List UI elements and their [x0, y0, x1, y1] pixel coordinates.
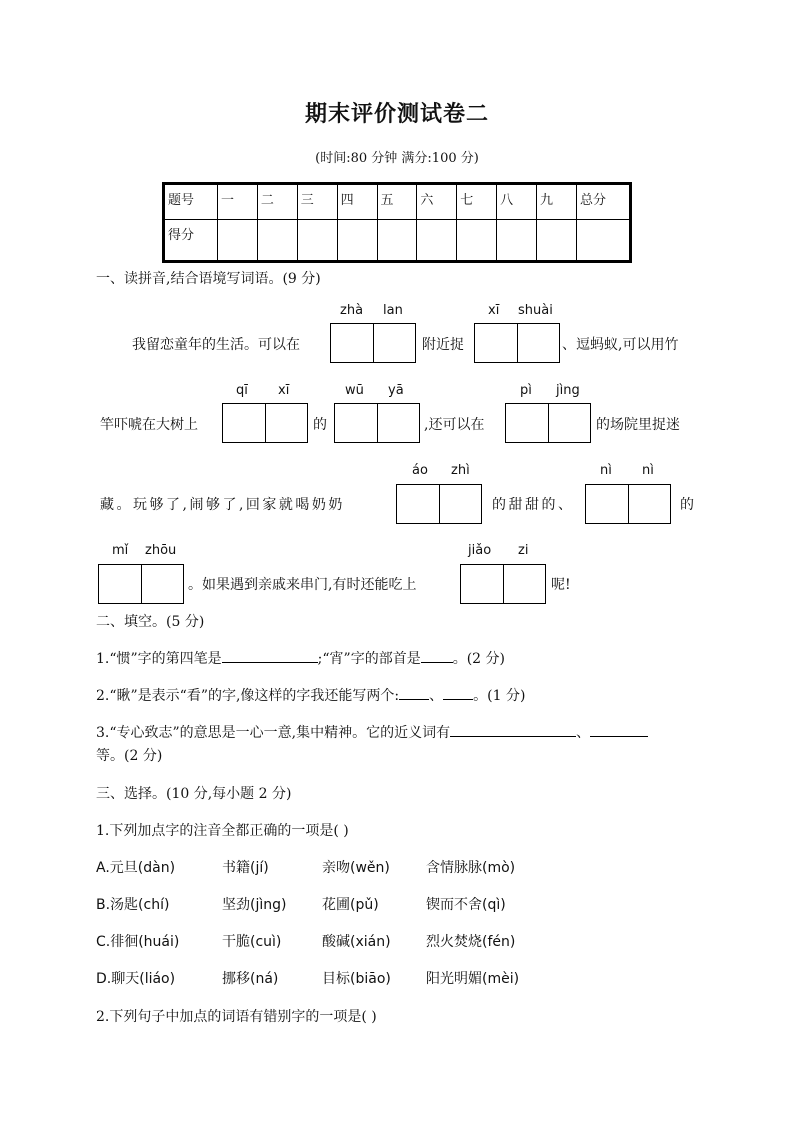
score-cell[interactable]: [417, 220, 457, 262]
header-cell: 二: [257, 184, 297, 220]
answer-blank[interactable]: [590, 722, 648, 737]
score-cell[interactable]: [377, 220, 417, 262]
answer-blank[interactable]: [399, 685, 429, 700]
passage-text: 。如果遇到亲戚来串门,有时还能吃上: [188, 577, 417, 593]
option-term: 锲而不舍(qì): [426, 897, 506, 913]
passage-text: 、逗蚂蚁,可以用竹: [562, 337, 679, 353]
answer-box[interactable]: [98, 564, 184, 604]
header-cell: 九: [537, 184, 577, 220]
question-1: [96, 648, 505, 668]
pinyin: zhì: [451, 463, 470, 478]
option-term: 坚劲(jìng): [222, 897, 287, 913]
answer-box[interactable]: [396, 484, 482, 524]
passage-text: ,还可以在: [424, 417, 485, 433]
header-cell: 八: [497, 184, 537, 220]
option-term: 含情脉脉(mò): [426, 860, 516, 876]
option-c[interactable]: C.徘徊(huái): [96, 934, 180, 950]
question-text: 2.“瞅”是表示“看”的字,像这样的字我还能写两个:: [96, 688, 400, 704]
passage-text: 藏。玩够了,闹够了,回家就喝奶奶: [100, 497, 345, 513]
passage-text: 的场院里捉迷: [596, 417, 680, 433]
exam-info: (时间:80 分钟 满分:100 分): [315, 151, 479, 166]
passage-text: 的甜甜的、: [492, 497, 575, 513]
row-label: 得分: [164, 220, 218, 262]
pinyin: jìng: [556, 383, 580, 398]
score-cell[interactable]: [457, 220, 497, 262]
pinyin: xī: [488, 303, 500, 318]
pinyin: shuài: [518, 303, 553, 318]
pinyin: yā: [388, 383, 404, 398]
score-table: [162, 182, 632, 263]
score-cell[interactable]: [497, 220, 537, 262]
option-term: 阳光明媚(mèi): [426, 971, 520, 987]
answer-blank[interactable]: [222, 648, 318, 663]
question-text: 。(1 分): [473, 688, 526, 704]
pinyin: zi: [518, 543, 529, 558]
question-text: ;“宵”字的部首是: [317, 651, 421, 667]
header-cell: 三: [297, 184, 337, 220]
question-text: 等。(2 分): [96, 748, 163, 764]
option-term: 花圃(pǔ): [322, 897, 379, 913]
answer-blank[interactable]: [443, 685, 473, 700]
pinyin: zhōu: [145, 543, 177, 558]
passage-text: 我留恋童年的生活。可以在: [132, 337, 300, 353]
pinyin: xī: [278, 383, 290, 398]
header-cell: 四: [337, 184, 377, 220]
option-d[interactable]: D.聊天(liáo): [96, 971, 176, 987]
option-b[interactable]: B.汤匙(chí): [96, 897, 170, 913]
option-term: 挪移(ná): [222, 971, 279, 987]
passage-text: 呢!: [551, 577, 571, 593]
score-cell[interactable]: [337, 220, 377, 262]
score-cell[interactable]: [257, 220, 297, 262]
pinyin: zhà: [340, 303, 364, 318]
question-text: 3.“专心致志”的意思是一心一意,集中精神。它的近义词有: [96, 725, 451, 741]
pinyin: lan: [383, 303, 403, 318]
header-cell: 总分: [577, 184, 631, 220]
header-cell: 一: [218, 184, 258, 220]
question-text: 、: [429, 688, 444, 704]
pinyin: mǐ: [112, 543, 129, 558]
option-term: 酸碱(xián): [322, 934, 391, 950]
answer-box[interactable]: [505, 403, 591, 443]
answer-blank[interactable]: [450, 722, 576, 737]
answer-box[interactable]: [460, 564, 546, 604]
header-cell: 七: [457, 184, 497, 220]
score-table-score-row: [164, 220, 631, 262]
passage-text: 的: [313, 417, 327, 433]
score-table-header-row: [164, 184, 631, 220]
score-cell[interactable]: [218, 220, 258, 262]
passage-text: 的: [680, 497, 694, 513]
answer-box[interactable]: [585, 484, 671, 524]
option-term: 书籍(jí): [222, 860, 269, 876]
option-a[interactable]: A.元旦(dàn): [96, 860, 176, 876]
pinyin: jiǎo: [468, 543, 492, 558]
pinyin: áo: [412, 463, 428, 478]
answer-box[interactable]: [330, 323, 416, 363]
header-cell: 五: [377, 184, 417, 220]
question-3: [96, 722, 648, 742]
question-text: 。(2 分): [452, 651, 505, 667]
option-term: 目标(biāo): [322, 971, 391, 987]
section1-heading: 一、读拼音,结合语境写词语。(9 分): [96, 271, 321, 287]
pinyin: nì: [600, 463, 612, 478]
section2-heading: 二、填空。(5 分): [96, 614, 205, 630]
pinyin: wū: [345, 383, 364, 398]
question-text: 2.下列句子中加点的词语有错别字的一项是( ): [96, 1009, 377, 1025]
passage-text: 竿吓唬在大树上: [100, 417, 198, 433]
score-cell[interactable]: [577, 220, 631, 262]
question-text: 1.下列加点字的注音全都正确的一项是( ): [96, 823, 349, 839]
question-2: [96, 685, 525, 705]
answer-box[interactable]: [474, 323, 560, 363]
section3-heading: 三、选择。(10 分,每小题 2 分): [96, 786, 292, 802]
answer-blank[interactable]: [421, 648, 453, 663]
score-cell[interactable]: [537, 220, 577, 262]
option-term: 烈火焚烧(fén): [426, 934, 516, 950]
pinyin: nì: [642, 463, 654, 478]
question-text: 1.“惯”字的第四笔是: [96, 651, 222, 667]
option-term: 亲吻(wěn): [322, 860, 390, 876]
page-title: 期末评价测试卷二: [304, 101, 489, 127]
pinyin: pì: [520, 383, 532, 398]
score-cell[interactable]: [297, 220, 337, 262]
option-term: 干脆(cuì): [222, 934, 282, 950]
header-cell: 题号: [164, 184, 218, 220]
pinyin: qī: [236, 383, 248, 398]
question-text: 、: [576, 725, 591, 741]
answer-box[interactable]: [222, 403, 308, 443]
header-cell: 六: [417, 184, 457, 220]
answer-box[interactable]: [334, 403, 420, 443]
passage-text: 附近捉: [422, 337, 464, 353]
